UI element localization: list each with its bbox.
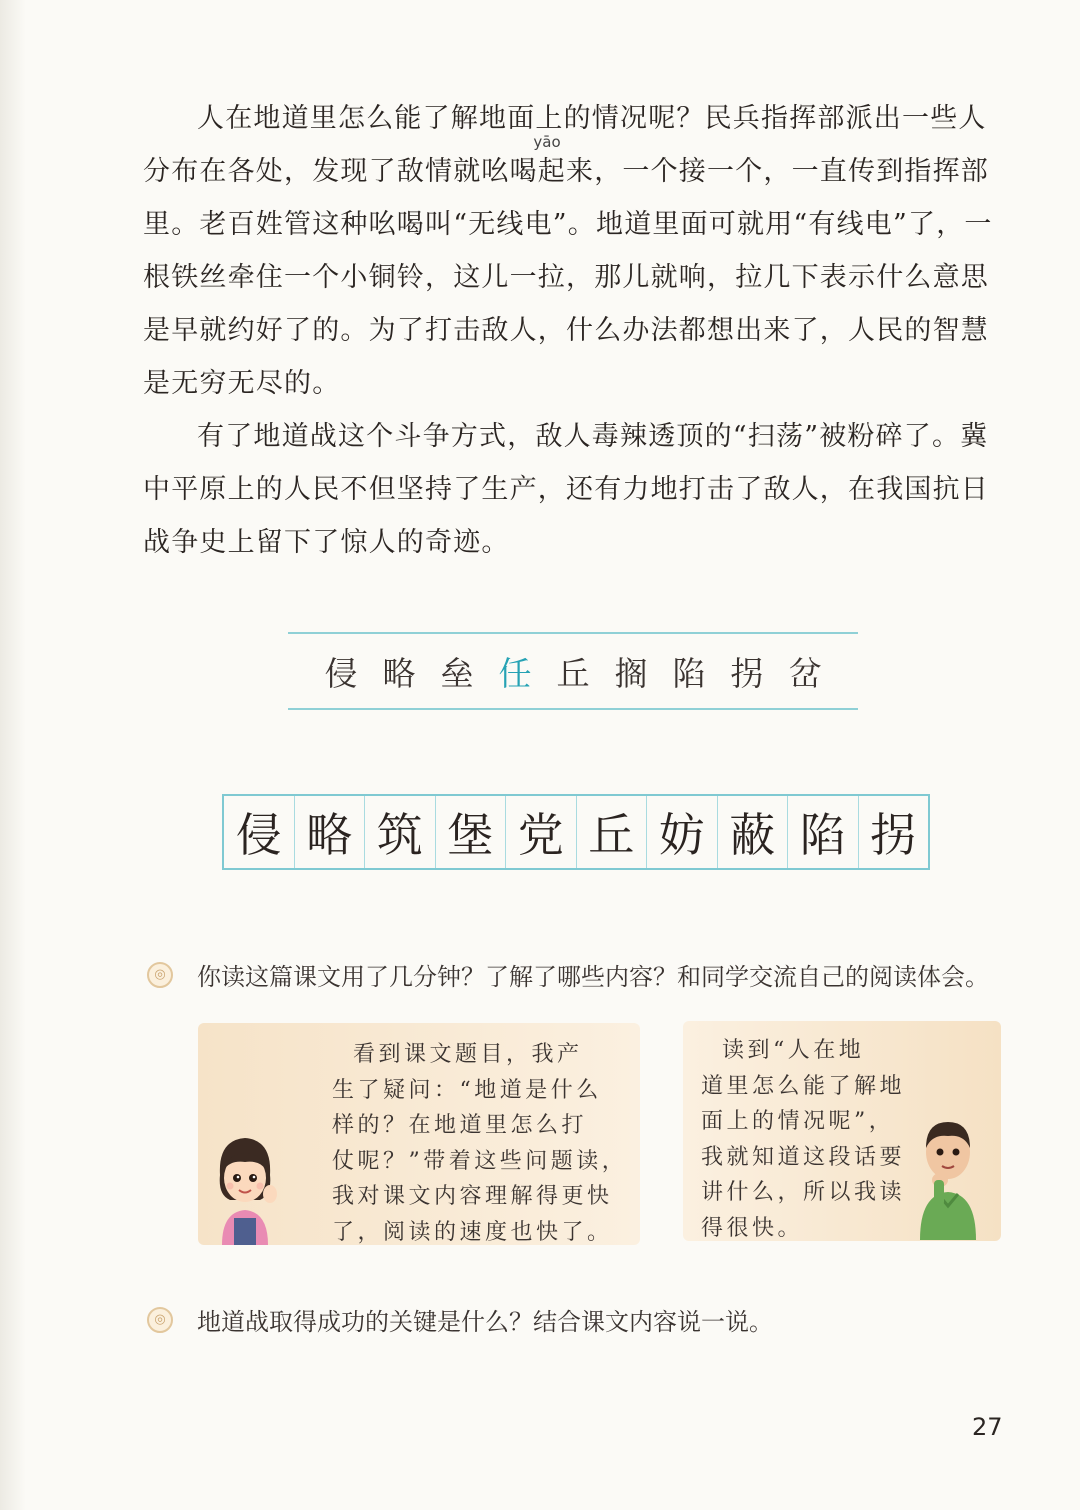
recognize-char: 略 xyxy=(382,653,416,693)
page-number: 27 xyxy=(972,1413,1003,1441)
girl-avatar-illustration xyxy=(200,1120,290,1245)
question-2-text: 地道战取得成功的关键是什么？结合课文内容说一说。 xyxy=(197,1308,773,1336)
recognize-char-highlighted: 任 xyxy=(498,653,532,693)
recognize-char: 搁 xyxy=(614,653,648,693)
paragraph-1-part-a: 人在地道里怎么能了解地面上的情况呢？民兵指挥部派出一些人分布在各处，发现了敌情就 xyxy=(143,103,987,187)
speech-circle-icon: ◎ xyxy=(147,1307,173,1333)
annotated-char: 吆 xyxy=(481,156,510,187)
recognize-char: 拐 xyxy=(730,653,764,693)
write-char-cell: 略 xyxy=(295,796,366,868)
question-2 xyxy=(147,1302,773,1337)
recognize-char: 陷 xyxy=(672,653,706,693)
speech-circle-icon: ◎ xyxy=(147,962,173,988)
recognize-characters-box xyxy=(288,632,858,710)
question-1-text: 你读这篇课文用了几分钟？了解了哪些内容？和同学交流自己的阅读体会。 xyxy=(197,963,989,991)
write-char-cell: 侵 xyxy=(224,796,295,868)
speech-bubble-girl-text: 看到课文题目，我产 生了疑问：“地道是什么 样的？在地道里怎么打 仗呢？”带着这些问题读， 我对课文内容理解得更快 了，阅读的速度也快了。 xyxy=(332,1042,628,1245)
write-char-cell: 筑 xyxy=(365,796,436,868)
write-char-cell: 堡 xyxy=(436,796,507,868)
pinyin-annotation: yāo xyxy=(533,133,561,151)
passage-text xyxy=(143,92,1013,569)
recognize-char: 垒 xyxy=(440,653,474,693)
paragraph-1-part-b: 喝起来，一个接一个，一直传到指挥部里。老百姓管这种吆喝叫“无线电”。地道里面可就用“有线电”了，一根铁丝牵住一个小铜铃，这儿一拉，那儿就响，拉几下表示什么意思是早就约好了的。为了打击敌人，什么办法都想出来了，人民的智慧是无穷无尽的。 xyxy=(143,156,993,399)
recognize-char: 岔 xyxy=(788,653,822,693)
write-char-cell: 妨 xyxy=(647,796,718,868)
pinyin-annotated-char xyxy=(481,133,561,187)
paragraph-1 xyxy=(143,92,1013,410)
recognize-char: 侵 xyxy=(324,653,358,693)
write-char-cell: 党 xyxy=(506,796,577,868)
write-char-cell: 蔽 xyxy=(718,796,789,868)
write-char-cell: 拐 xyxy=(870,808,917,862)
write-char-cell: 丘 xyxy=(577,796,648,868)
recognize-char: 丘 xyxy=(556,653,590,693)
speech-bubble-boy-text: 读到“人在地 道里怎么能了解地 面上的情况呢”， 我就知道这段话要 讲什么，所以我读 得很快。 xyxy=(701,1038,906,1241)
write-char-cell: 陷 xyxy=(788,796,859,868)
question-1 xyxy=(147,957,989,992)
paragraph-2: 有了地道战这个斗争方式，敌人毒辣透顶的“扫荡”被粉碎了。冀中平原上的人民不但坚持了生产，还有力地打击了敌人，在我国抗日战争史上留下了惊人的奇迹。 xyxy=(143,421,989,558)
page-edge-shadow xyxy=(0,0,26,1510)
boy-avatar-illustration xyxy=(912,1108,984,1240)
writing-characters-grid xyxy=(222,794,930,870)
